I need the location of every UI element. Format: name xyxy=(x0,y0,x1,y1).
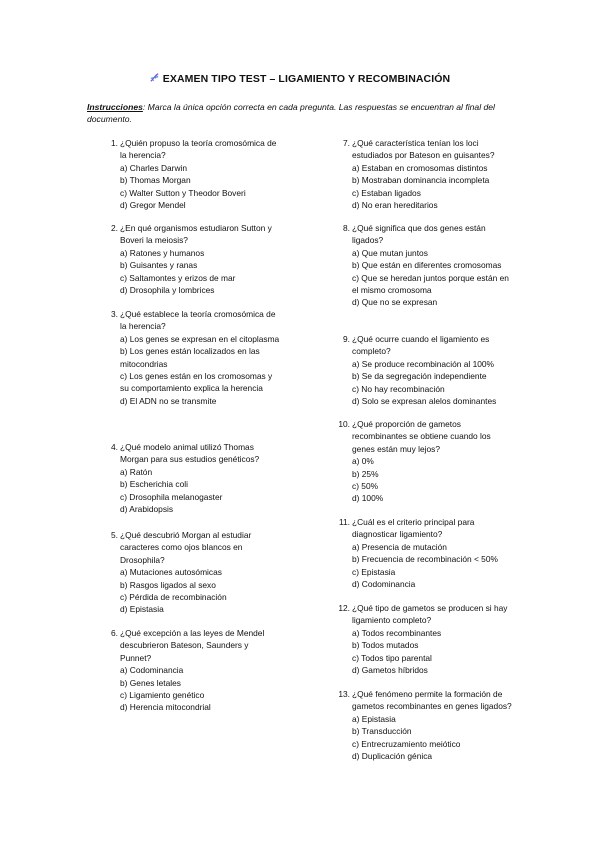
answer-option[interactable]: d) El ADN no se transmite xyxy=(120,395,217,406)
question-number: 10. xyxy=(338,419,350,429)
question-text: ¿Qué fenómeno permite la formación de gametos recombinantes en genes ligados? xyxy=(352,689,512,712)
question-text: ¿Qué descubrió Morgan al estudiar caracteres como ojos blancos en Drosophila? xyxy=(120,530,252,565)
question-number: 1. xyxy=(111,138,118,148)
question-10 xyxy=(338,418,514,505)
question-text: ¿Qué característica tenían los loci estudiados por Bateson en guisantes? xyxy=(352,138,495,161)
title-text: EXAMEN TIPO TEST – LIGAMIENTO Y RECOMBINACIÓN xyxy=(162,73,451,85)
answer-option[interactable]: a) Se produce recombinación al 100% xyxy=(352,358,494,369)
question-9 xyxy=(343,333,514,407)
answer-option[interactable]: c) Que se heredan juntos porque están en el mismo cromosoma xyxy=(352,272,509,296)
answer-option[interactable]: d) Drosophila y lombrices xyxy=(120,285,215,296)
answer-option[interactable]: d) Arabidopsis xyxy=(120,504,174,515)
answer-option[interactable]: d) Gametos híbridos xyxy=(352,665,428,676)
question-number: 4. xyxy=(111,442,118,452)
answer-option[interactable]: d) 100% xyxy=(352,493,384,504)
question-number: 5. xyxy=(111,530,118,540)
answer-option[interactable]: b) Los genes están localizados en las mitocondrias xyxy=(120,346,260,369)
answer-option[interactable]: a) Ratones y humanos xyxy=(120,247,205,258)
question-text: ¿Qué significa que dos genes están ligados? xyxy=(352,223,486,246)
answer-option[interactable]: c) Epistasia xyxy=(352,566,396,577)
question-13 xyxy=(338,688,514,762)
dna-icon xyxy=(149,72,160,83)
question-text: ¿Qué proporción de gametos recombinantes se obtiene cuando los genes están muy lejos? xyxy=(352,419,491,454)
answer-option[interactable]: a) Que mutan juntos xyxy=(352,247,428,258)
answer-option[interactable]: b) Se da segregación independiente xyxy=(352,371,487,382)
question-8 xyxy=(343,222,514,309)
question-text: ¿Qué modelo animal utilizó Thomas Morgan para sus estudios genéticos? xyxy=(120,442,260,465)
answer-option[interactable]: b) Rasgos ligados al sexo xyxy=(120,579,216,590)
answer-option[interactable]: b) Guisantes y ranas xyxy=(120,260,198,271)
question-number: 9. xyxy=(343,334,350,344)
instructions-label: Instrucciones xyxy=(87,102,143,112)
question-number: 8. xyxy=(343,223,350,233)
answer-option[interactable]: b) Frecuencia de recombinación < 50% xyxy=(352,554,498,565)
question-text: ¿Cuál es el criterio principal para diagnosticar ligamiento? xyxy=(352,517,475,540)
question-number: 6. xyxy=(111,628,118,638)
question-number: 2. xyxy=(111,223,118,233)
answer-option[interactable]: b) Thomas Morgan xyxy=(120,175,191,186)
answer-option[interactable]: c) Saltamontes y erizos de mar xyxy=(120,272,236,283)
question-7 xyxy=(343,137,514,211)
answer-option[interactable]: b) Genes letales xyxy=(120,677,181,688)
question-number: 11. xyxy=(338,517,350,527)
answer-option[interactable]: d) Gregor Mendel xyxy=(120,200,186,211)
answer-option[interactable]: a) Mutaciones autosómicas xyxy=(120,567,222,578)
answer-option[interactable]: b) 25% xyxy=(352,468,379,479)
question-11 xyxy=(338,516,514,590)
answer-option[interactable]: d) Que no se expresan xyxy=(352,297,438,308)
answer-option[interactable]: a) 0% xyxy=(352,456,374,467)
answer-option[interactable]: b) Transducción xyxy=(352,726,412,737)
question-12 xyxy=(338,602,514,676)
answer-option[interactable]: c) Estaban ligados xyxy=(352,187,421,198)
answer-option[interactable]: c) Entrecruzamiento meiótico xyxy=(352,738,461,749)
answer-option[interactable]: d) Duplicación génica xyxy=(352,751,433,762)
question-text: ¿Qué tipo de gametos se producen si hay ligamiento completo? xyxy=(352,603,508,626)
answer-option[interactable]: b) Escherichia coli xyxy=(120,479,188,490)
question-number: 12. xyxy=(338,603,350,613)
answer-option[interactable]: a) Presencia de mutación xyxy=(352,541,447,552)
answer-option[interactable]: d) No eran hereditarios xyxy=(352,200,438,211)
question-number: 7. xyxy=(343,138,350,148)
question-text: ¿Qué ocurre cuando el ligamiento es completo? xyxy=(352,334,490,357)
instructions xyxy=(87,101,515,126)
question-number: 13. xyxy=(338,689,350,699)
question-3 xyxy=(111,308,280,407)
question-2 xyxy=(111,222,280,296)
answer-option[interactable]: d) Codominancia xyxy=(352,579,416,590)
question-4 xyxy=(111,441,280,515)
page-title xyxy=(0,72,599,85)
answer-option[interactable]: a) Epistasia xyxy=(352,713,396,724)
answer-option[interactable]: d) Herencia mitocondrial xyxy=(120,702,211,713)
answer-option[interactable]: c) 50% xyxy=(352,481,379,492)
answer-option[interactable]: d) Solo se expresan alelos dominantes xyxy=(352,396,497,407)
answer-option[interactable]: c) Ligamiento genético xyxy=(120,690,205,701)
answer-option[interactable]: b) Que están en diferentes cromosomas xyxy=(352,260,502,271)
answer-option[interactable]: b) Mostraban dominancia incompleta xyxy=(352,175,490,186)
question-5 xyxy=(111,529,280,616)
answer-option[interactable]: c) Walter Sutton y Theodor Boveri xyxy=(120,187,246,198)
answer-option[interactable]: d) Epistasia xyxy=(120,604,164,615)
answer-option[interactable]: a) Ratón xyxy=(120,466,153,477)
question-6 xyxy=(111,627,280,714)
answer-option[interactable]: a) Charles Darwin xyxy=(120,162,188,173)
answer-option[interactable]: a) Los genes se expresan en el citoplasma xyxy=(120,333,280,344)
instructions-text: : Marca la única opción correcta en cada pregunta. Las respuestas se encuentran al final del documento. xyxy=(87,102,495,125)
question-1 xyxy=(111,137,280,211)
question-text: ¿En qué organismos estudiaron Sutton y Boveri la meiosis? xyxy=(120,223,272,246)
answer-option[interactable]: c) Los genes están en los cromosomas y su comportamiento explica la herencia xyxy=(120,371,273,394)
answer-option[interactable]: c) Todos tipo parental xyxy=(352,652,432,663)
answer-option[interactable]: c) No hay recombinación xyxy=(352,383,445,394)
question-text: ¿Qué excepción a las leyes de Mendel descubrieron Bateson, Saunders y Punnet? xyxy=(120,628,265,663)
question-text: ¿Qué establece la teoría cromosómica de la herencia? xyxy=(120,309,276,332)
answer-option[interactable]: a) Estaban en cromosomas distintos xyxy=(352,162,488,173)
answer-option[interactable]: b) Todos mutados xyxy=(352,640,419,651)
question-number: 3. xyxy=(111,309,118,319)
answer-option[interactable]: a) Todos recombinantes xyxy=(352,627,442,638)
question-text: ¿Quién propuso la teoría cromosómica de la herencia? xyxy=(120,138,277,161)
answer-option[interactable]: c) Drosophila melanogaster xyxy=(120,491,223,502)
answer-option[interactable]: a) Codominancia xyxy=(120,665,184,676)
answer-option[interactable]: c) Pérdida de recombinación xyxy=(120,592,227,603)
